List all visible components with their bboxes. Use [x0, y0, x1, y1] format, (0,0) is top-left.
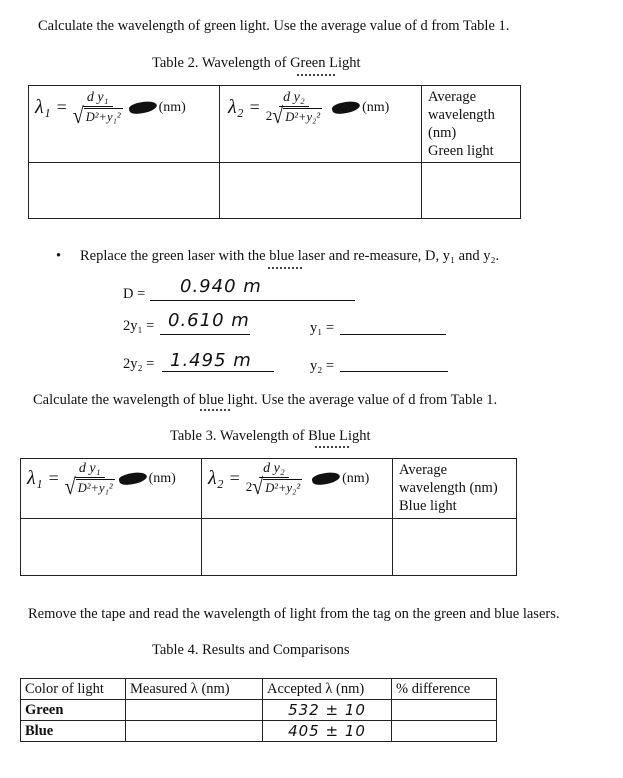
table2-lambda2-cell[interactable]: [220, 163, 422, 219]
table3: [20, 458, 517, 576]
table-row: [21, 700, 497, 721]
table4-header-measured: Measured λ (nm): [126, 679, 263, 700]
table3-lambda2-header: λ₂ = d y₂ 2 √ D²+y₂² (nm): [202, 459, 393, 519]
table3-average-header: Average wavelength (nm) Blue light: [393, 459, 517, 519]
lambda2-formula: d y₂ 2 √ D²+y₂²: [265, 90, 321, 129]
table4-header-accepted: Accepted λ (nm): [263, 679, 392, 700]
instruction-remove-tape: Remove the tape and read the wavelength of light from the tag on the green and blue lasers.: [28, 606, 560, 622]
y2-label: y₂ =: [310, 358, 335, 374]
2y2-value[interactable]: 1.495 m: [170, 350, 252, 371]
table4-green-difference[interactable]: [392, 700, 497, 721]
2y2-underline: [162, 371, 274, 372]
scribble-mark: [268, 267, 304, 269]
table4: [20, 678, 497, 742]
table4-header-color: Color of light: [21, 679, 126, 700]
table4-blue-color: Blue: [21, 721, 126, 742]
table2-lambda1-header: λ₁ = d y₁ √ D²+y₁² (nm): [29, 86, 220, 163]
table4-blue-accepted: 405 ± 10: [263, 721, 392, 742]
y1-blank[interactable]: [340, 334, 446, 335]
instruction-replace-laser: Replace the green laser with the blue laser and re-measure, D, y₁ and y₂.: [80, 248, 500, 264]
lambda2-symbol: λ₂: [208, 467, 224, 489]
scribble-mark: [315, 446, 349, 448]
D-value[interactable]: 0.940 m: [180, 276, 262, 297]
table3-caption: Table 3. Wavelength of Blue Light: [170, 428, 371, 444]
table2-lambda1-cell[interactable]: [29, 163, 220, 219]
D-label: D =: [123, 286, 146, 302]
lambda2-formula: d y₂ 2 √ D²+y₂²: [245, 461, 301, 500]
table2-average-cell[interactable]: [422, 163, 521, 219]
2y1-label: 2y₁ =: [123, 318, 155, 334]
table4-blue-difference[interactable]: [392, 721, 497, 742]
redaction-scribble: [118, 470, 148, 487]
lambda1-symbol: λ₁: [27, 467, 43, 489]
table4-green-color: Green: [21, 700, 126, 721]
D-underline: [150, 300, 355, 301]
scribble-mark: [297, 74, 335, 76]
table3-lambda1-header: λ₁ = d y₁ √ D²+y₁² (nm): [21, 459, 202, 519]
table3-average-cell[interactable]: [393, 519, 517, 576]
table3-lambda2-cell[interactable]: [202, 519, 393, 576]
redaction-scribble: [311, 470, 341, 487]
lambda2-symbol: λ₂: [228, 96, 244, 118]
table4-green-measured[interactable]: [126, 700, 263, 721]
table3-lambda1-cell[interactable]: [21, 519, 202, 576]
table2-average-header: Average wavelength (nm) Green light: [422, 86, 521, 163]
table2-caption: Table 2. Wavelength of Green Light: [152, 55, 361, 71]
y2-blank[interactable]: [340, 371, 448, 372]
table2-lambda2-header: λ₂ = d y₂ 2 √ D²+y₂² (nm): [220, 86, 422, 163]
table-row: [21, 721, 497, 742]
2y2-label: 2y₂ =: [123, 356, 155, 372]
instruction-calc-green: Calculate the wavelength of green light. Use the average value of d from Table 1.: [38, 18, 510, 34]
2y1-underline: [160, 334, 250, 335]
instruction-calc-blue: Calculate the wavelength of blue light. Use the average value of d from Table 1.: [33, 392, 498, 408]
y1-label: y₁ =: [310, 320, 335, 336]
redaction-scribble: [331, 99, 361, 116]
table4-caption: Table 4. Results and Comparisons: [152, 642, 350, 658]
table4-header-difference: % difference: [392, 679, 497, 700]
scribble-mark: [200, 409, 232, 411]
table4-green-accepted: 532 ± 10: [263, 700, 392, 721]
bullet: •: [56, 248, 62, 264]
redaction-scribble: [128, 99, 158, 116]
table2: [28, 85, 521, 219]
2y1-value[interactable]: 0.610 m: [168, 310, 250, 331]
lambda1-formula: d y₁ √ D²+y₁²: [64, 461, 113, 500]
lambda1-symbol: λ₁: [35, 96, 51, 118]
table4-blue-measured[interactable]: [126, 721, 263, 742]
lambda1-formula: d y₁ √ D²+y₁²: [72, 90, 121, 129]
